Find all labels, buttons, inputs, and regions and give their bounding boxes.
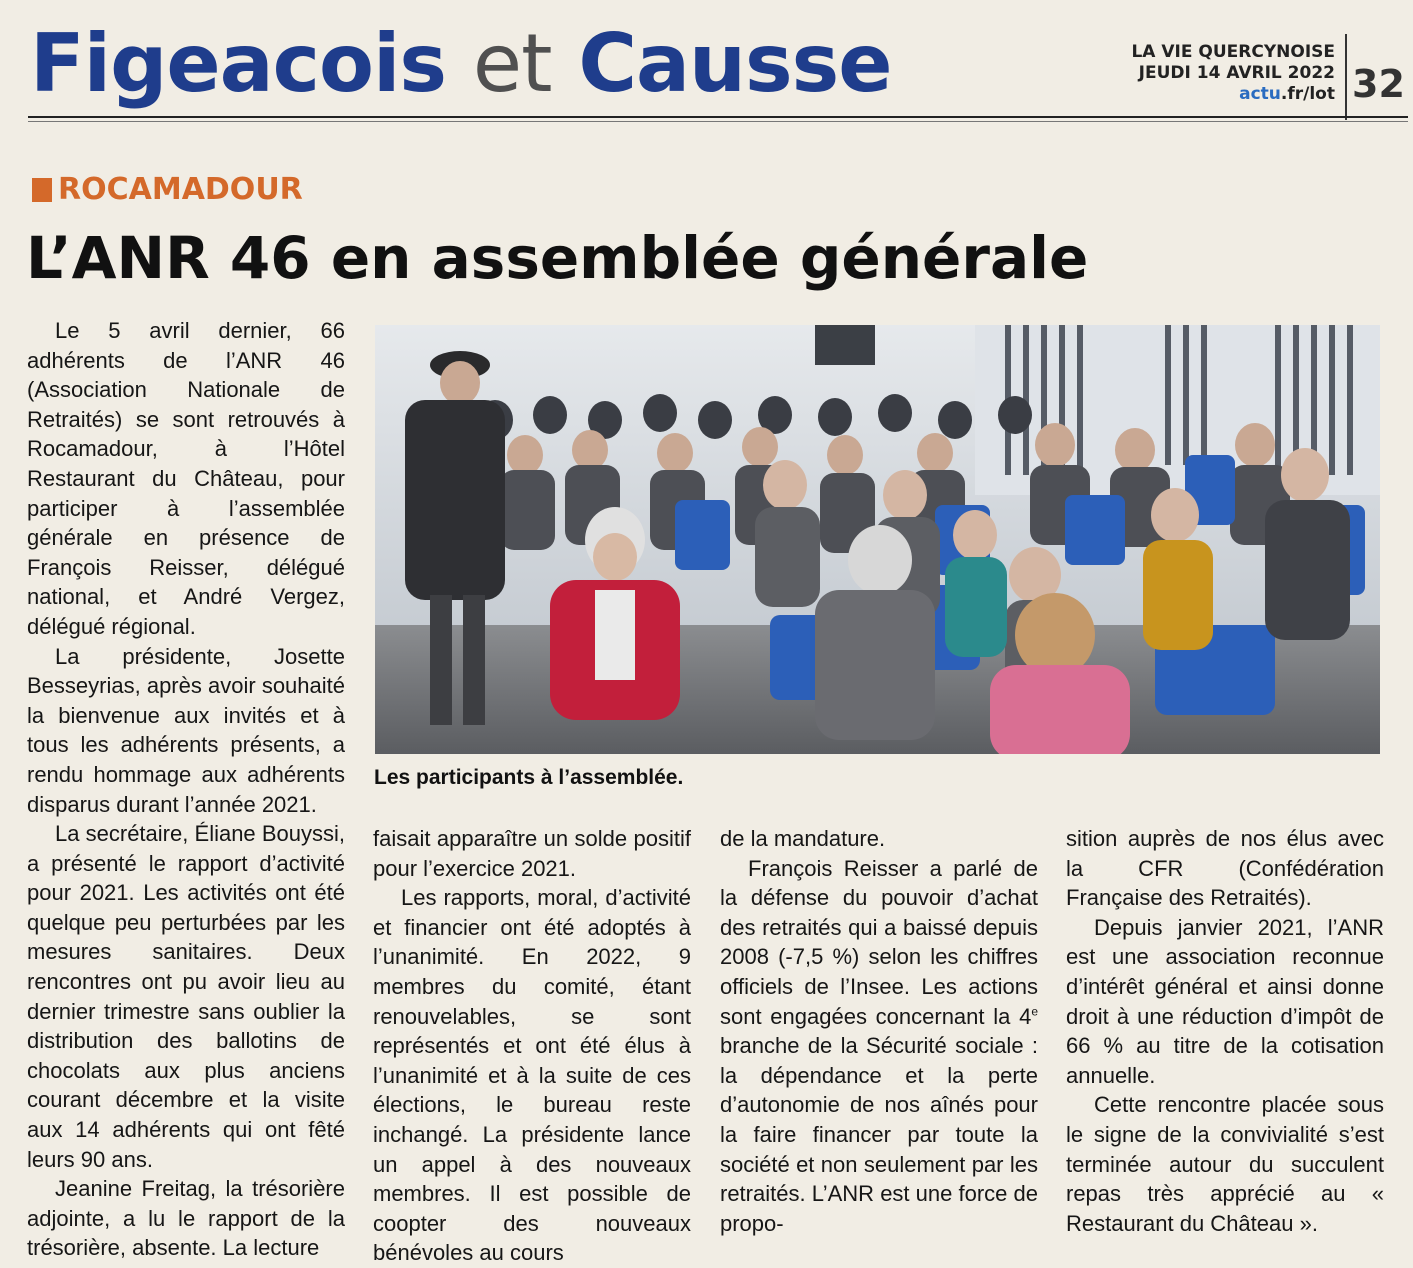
header-rule — [28, 116, 1408, 118]
article-paragraph: Le 5 avril dernier, 66 adhérents de l’ANR 46 (Association Nationale de Retraités) se sont retrouvés à Rocamadour, à l’Hôtel Restaurant du Château, pour participer à l’assemblée générale en présence de François Reisser, délégué national, et André Vergez, délégué régional. — [27, 318, 345, 639]
website-url — [1131, 84, 1335, 105]
article-paragraph: La secrétaire, Éliane Bouyssi, a présenté le rapport d’activité pour 2021. Les activités ont été quelque peu perturbées par les mesures sanitaires. Deux rencontres ont pu avoir lieu au dernier trimestre sans oublier la distribution des ballotins de chocolats aux plus anciens courant décembre et la visite aux 14 adhérents qui ont fêté leurs 90 ans. — [27, 821, 345, 1172]
article-paragraph: Depuis janvier 2021, l’ANR est une association reconnue d’intérêt général et ainsi donne droit à une réduction d’impôt de 66 % au titre de la cotisation annuelle. — [1066, 914, 1384, 1088]
header-rule-thin — [28, 121, 1408, 122]
newspaper-info — [1131, 42, 1335, 105]
article-paragraph: faisait apparaître un solde positif pour l’exercice 2021. — [373, 826, 691, 881]
masthead-word-et: et — [472, 17, 552, 110]
article-paragraph: La présidente, Josette Besseyrias, après avoir souhaité la bienvenue aux invités et à tous les adhérents présents, a rendu hommage aux adhérents disparus durant l’année 2021. — [27, 643, 345, 817]
page-number-divider — [1345, 34, 1347, 120]
website-path: .fr/lot — [1280, 84, 1335, 104]
kicker-bar-icon — [32, 178, 52, 202]
masthead-word-causse: Causse — [578, 17, 892, 110]
article-photo — [375, 325, 1380, 754]
photo-caption: Les participants à l’assemblée. — [374, 766, 684, 789]
article-column-2 — [373, 824, 691, 1268]
article-paragraph: de la mandature. — [720, 826, 886, 851]
kicker-text: ROCAMADOUR — [58, 172, 303, 207]
article-headline: L’ANR 46 en assemblée générale — [26, 224, 1089, 292]
paragraph-text: François Reisser a parlé de la défense du pouvoir d’achat des retraités qui a baissé depuis 2008 (-7,5 %) selon les chiffres officiels de l’Insee. Les actions sont engagées concernant la 4 — [720, 855, 1038, 1029]
newspaper-name: LA VIE QUERCYNOISE — [1131, 42, 1335, 62]
article-kicker — [32, 172, 303, 208]
article-column-4 — [1066, 824, 1384, 1238]
page-number: 32 — [1352, 62, 1405, 106]
article-paragraph: Cette rencontre placée sous le signe de la convivialité s’est terminée autour du succulent repas très apprécié au « Restaurant du Château ». — [1066, 1092, 1384, 1236]
article-paragraph: Les rapports, moral, d’activité et financier ont été adoptés à l’unanimité. En 2022, 9 membres du comité, étant renouvelables, se sont représentés et ont été élus à l’unanimité et à la suite de ces élections, le bureau reste inchangé. La présidente lance un appel à des nouveaux membres. Il est possible de coopter des nouveaux bénévoles au cours — [373, 885, 691, 1266]
masthead-word-figeacois: Figeacois — [30, 17, 446, 110]
article-paragraph: Jeanine Freitag, la trésorière adjointe, a lu le rapport de la trésorière, absente. La lecture — [27, 1176, 345, 1261]
article-column-3 — [720, 824, 1038, 1238]
meeting-room-illustration — [375, 325, 1380, 754]
website-brand: actu — [1239, 84, 1281, 104]
article-column-1 — [27, 316, 345, 1263]
publication-date: JEUDI 14 AVRIL 2022 — [1138, 63, 1335, 83]
section-masthead-title — [30, 14, 891, 114]
article-paragraph: sition auprès de nos élus avec la CFR (Confédération Française des Retraités). — [1066, 826, 1384, 911]
paragraph-text: branche de la Sécurité sociale : la dépendance et la perte d’autonomie de nos aînés pour la faire financer par toute la société et non seulement par les retraités. L’ANR est une force de propo- — [720, 1033, 1038, 1236]
ordinal-superscript: e — [1031, 1004, 1038, 1019]
article-paragraph — [720, 854, 1038, 1239]
